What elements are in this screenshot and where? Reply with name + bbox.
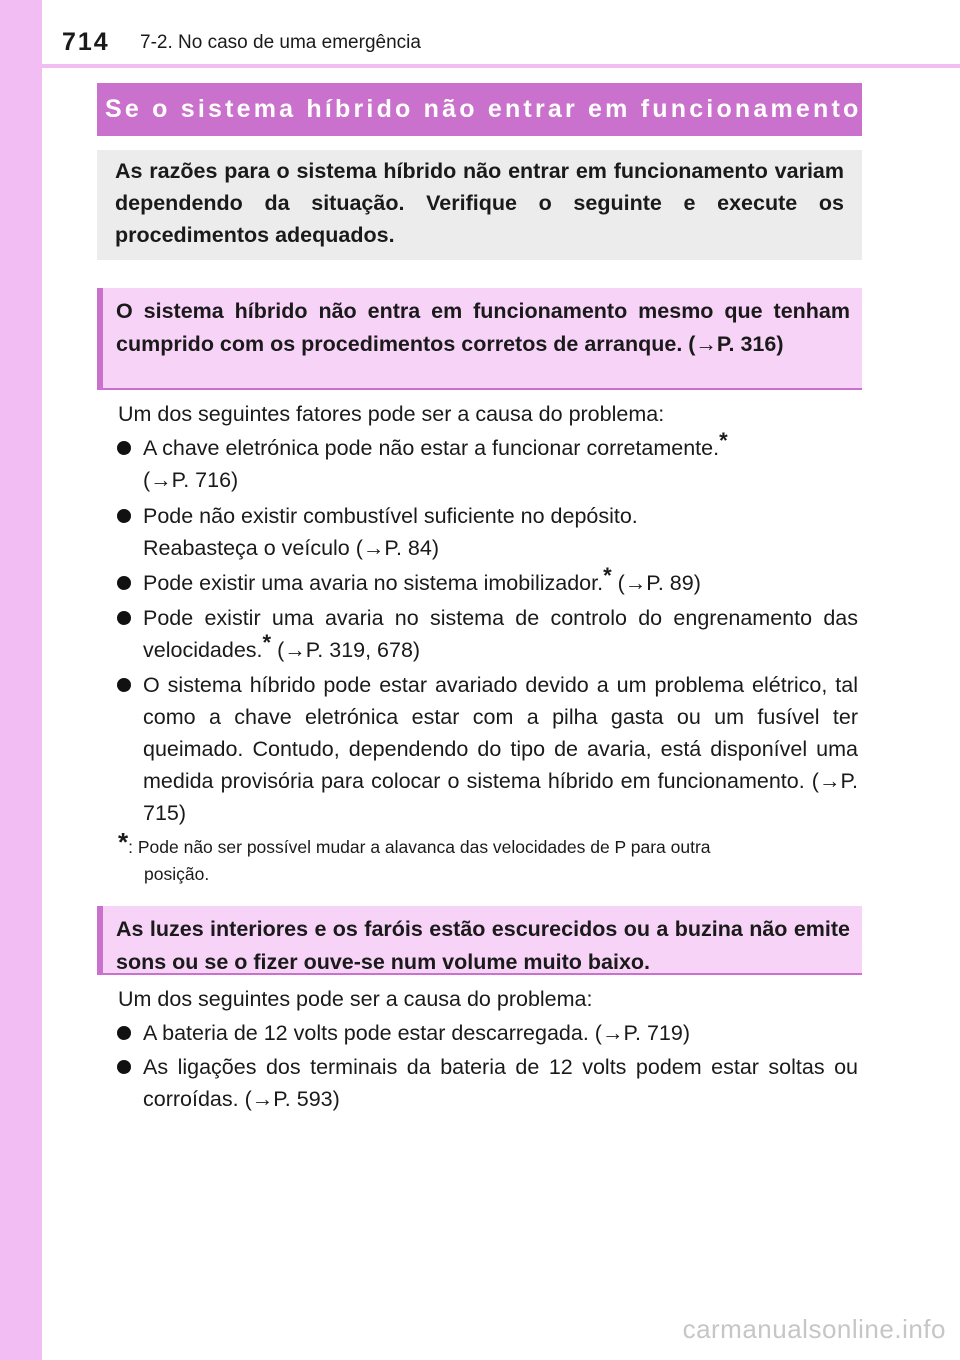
list-item: Pode não existir combustível suficiente no depósito. Reabasteça o veículo (→P. 84) [118, 500, 858, 564]
list-item: Pode existir uma avaria no sistema imobilizador.* (→P. 89) [118, 567, 858, 599]
list-item: A bateria de 12 volts pode estar descarregada. (→P. 719) [118, 1017, 858, 1049]
bullet-icon [117, 441, 131, 455]
bullet-icon [117, 509, 131, 523]
bullet-icon [117, 678, 131, 692]
section-title: Se o sistema híbrido não entrar em funcionamento [97, 83, 862, 136]
list-item: As ligações dos terminais da bateria de 12 volts podem estar soltas ou corroídas. (→P. 593) [118, 1051, 858, 1115]
side-color-band [0, 0, 42, 1360]
bullet-icon [117, 576, 131, 590]
list-item: O sistema híbrido pode estar avariado devido a um problema elétrico, tal como a chave eletrónica estar com a pilha gasta ou um fusível ter queimado. Contudo, dependendo do tipo de avaria, está disponível uma medida provisória para colocar o sistema híbrido em funcionamento. (→P. 715) [118, 669, 858, 829]
footnote: *: Pode não ser possível mudar a alavanca das velocidades de P para outra posição. [118, 827, 711, 884]
section1-body [118, 398, 858, 829]
header-rule [42, 64, 960, 68]
footnote-mark: * [118, 827, 129, 857]
list-item: A chave eletrónica pode não estar a funcionar corretamente.* (→P. 716) [118, 432, 858, 496]
list-item: Pode existir uma avaria no sistema de controlo do engrenamento das velocidades.* (→P. 319, 678) [118, 602, 858, 666]
bullet-icon [117, 1026, 131, 1040]
section1-lead: Um dos seguintes fatores pode ser a causa do problema: [118, 402, 665, 426]
section2-lead: Um dos seguintes pode ser a causa do problema: [118, 987, 593, 1011]
subheading-lights-dim: As luzes interiores e os faróis estão escurecidos ou a buzina não emite sons ou se o fizer ouve-se num volume muito baixo. [97, 906, 862, 975]
intro-box: As razões para o sistema híbrido não entrar em funcionamento variam dependendo da situação. Verifique o seguinte e execute os procedimentos adequados. [97, 150, 862, 260]
section2-body [118, 983, 858, 1115]
section-path: 7-2. No caso de uma emergência [140, 32, 421, 53]
bullet-icon [117, 611, 131, 625]
bullet-icon [117, 1060, 131, 1074]
watermark: carmanualsonline.info [682, 1314, 946, 1344]
page-number: 714 [62, 28, 110, 56]
subheading-engine-no-start: O sistema híbrido não entra em funcionamento mesmo que tenham cumprido com os procedimentos corretos de arranque. (→P. 316) [97, 288, 862, 390]
